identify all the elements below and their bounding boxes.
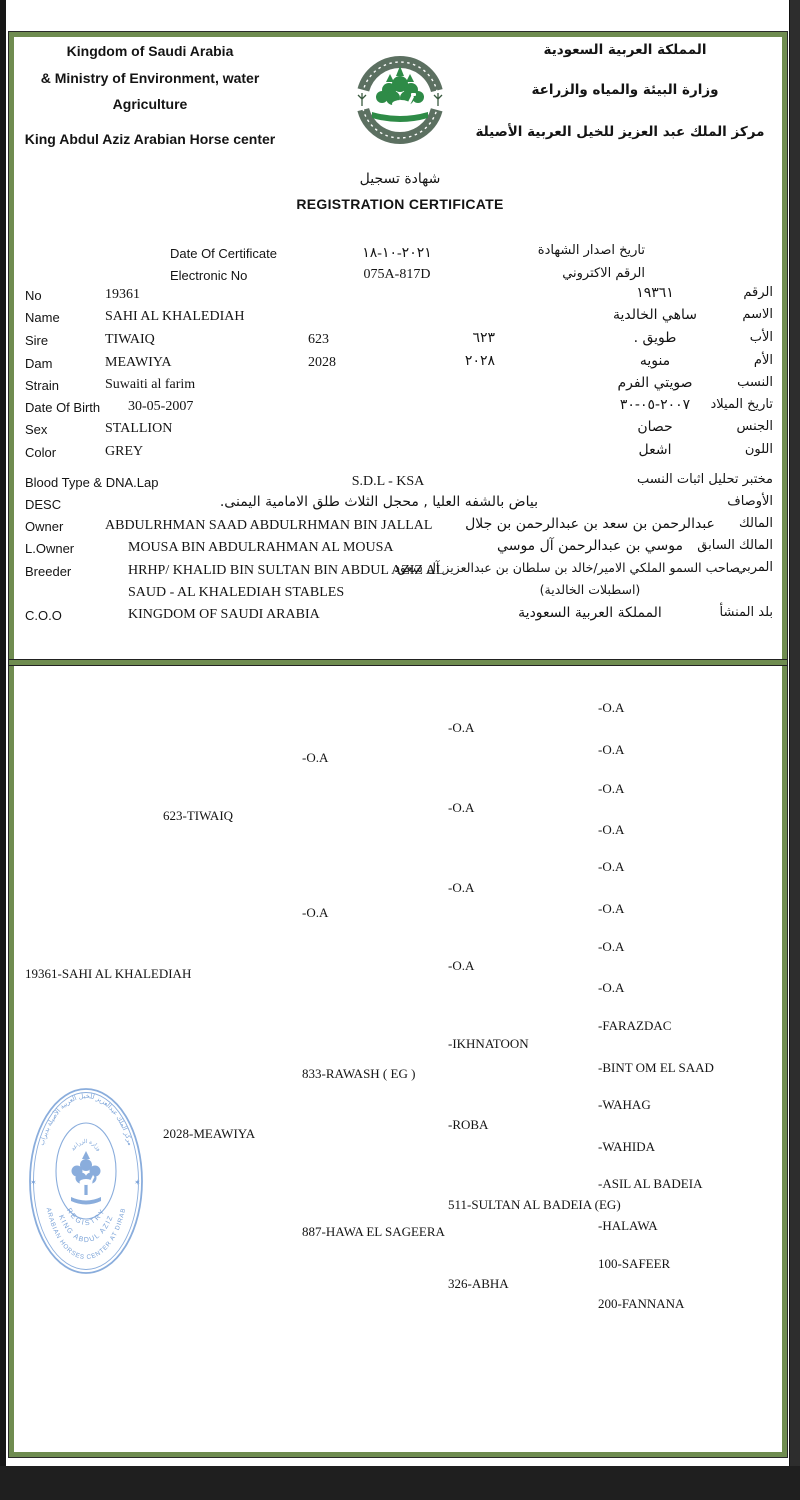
ministry-name-ar-line1: المملكة العربية السعودية — [543, 42, 707, 58]
pedigree-gen4-0: -O.A — [448, 720, 475, 735]
dob-value: 30-05-2007 — [128, 399, 194, 414]
dam-label-ar: الأم — [753, 353, 773, 368]
pedigree-gen5-3: -O.A — [598, 822, 625, 837]
owner-value: ABDULRHMAN SAAD ABDULRHMAN BIN JALLAL — [105, 518, 433, 533]
sex-label: Sex — [25, 422, 48, 437]
desc-label: DESC — [25, 497, 62, 512]
breeder-label-ar: المربي — [736, 560, 773, 575]
pedigree-gen4-5: -ROBA — [448, 1117, 489, 1132]
palm-emblem-right — [434, 93, 442, 106]
ministry-name-ar-line2: وزارة البيئة والمياه والزراعة — [531, 82, 719, 98]
lowner-value: MOUSA BIN ABDULRAHMAN AL MOUSA — [128, 540, 394, 555]
breeder-value-ar-line2: (اسطبلات الخالدية) — [539, 582, 641, 597]
ministry-name-en-line3: Agriculture — [112, 96, 188, 112]
no-value-ar: ١٩٣٦١ — [636, 285, 674, 301]
section-separator — [9, 659, 787, 666]
sire-number-ar: ٦٢٣ — [472, 330, 495, 346]
pedigree-gen5-4: -O.A — [598, 859, 625, 874]
pedigree-subject: 19361-SAHI AL KHALEDIAH — [25, 966, 192, 981]
pedigree-gen4-7: 326-ABHA — [448, 1276, 509, 1291]
color-value: GREY — [105, 444, 144, 459]
pedigree-gen4-1: -O.A — [448, 800, 475, 815]
pedigree-gen3-1: -O.A — [302, 905, 329, 920]
dam-number: 2028 — [308, 355, 336, 370]
color-label-ar: اللون — [744, 442, 773, 457]
dob-label-ar: تاريخ الميلاد — [710, 397, 773, 412]
date-of-certificate-value: ٢٠٢١-١٠-١٨ — [362, 246, 432, 261]
blood-type-label: Blood Type & DNA.Lap — [25, 475, 159, 490]
pedigree-gen5-5: -O.A — [598, 901, 625, 916]
electronic-no-label: Electronic No — [170, 268, 248, 283]
stamp-star-left: ✶ — [30, 1178, 37, 1187]
pedigree-gen5-13: -HALAWA — [598, 1218, 658, 1233]
stamp-ministry-arabic-text: وزارة الزراعة — [70, 1138, 102, 1153]
pedigree-gen4-6: 511-SULTAN AL BADEIA (EG) — [448, 1197, 621, 1212]
blood-type-label-ar: مختبر تحليل اثبات النسب — [636, 472, 773, 487]
pedigree-gen5-12: -ASIL AL BADEIA — [598, 1176, 703, 1191]
strain-label-ar: النسب — [737, 375, 773, 390]
desc-label-ar: الأوصاف — [727, 494, 773, 509]
stamp-english-outer-text: ARABIAN HORSES CENTER AT DIRAB — [44, 1207, 128, 1262]
pedigree-gen5-8: -FARAZDAC — [598, 1018, 672, 1033]
pedigree-gen5-7: -O.A — [598, 980, 625, 995]
pedigree-gen5-10: -WAHAG — [598, 1097, 651, 1112]
name-value-ar: ساهي الخالدية — [613, 307, 697, 323]
no-value: 19361 — [105, 287, 140, 302]
stamp-registry-text: REGISTRY — [64, 1207, 108, 1228]
registry-stamp — [26, 1085, 146, 1277]
sex-value-ar: حصان — [637, 419, 673, 435]
blood-type-value: S.D.L - KSA — [351, 474, 425, 489]
pedigree-gen4-4: -IKHNATOON — [448, 1036, 529, 1051]
lowner-label-ar: المالك السابق — [697, 538, 773, 553]
sex-value: STALLION — [105, 421, 173, 436]
name-value: SAHI AL KHALEDIAH — [105, 309, 245, 324]
coo-value: KINGDOM OF SAUDI ARABIA — [128, 607, 320, 622]
scan-edge-bottom — [0, 1466, 800, 1500]
sire-label: Sire — [25, 333, 49, 348]
stamp-star-right: ✶ — [134, 1178, 141, 1187]
date-of-certificate-label: Date Of Certificate — [170, 246, 277, 261]
name-label-ar: الاسم — [742, 307, 773, 322]
strain-value-ar: صويتي الفرم — [617, 375, 693, 391]
pedigree-gen5-9: -BINT OM EL SAAD — [598, 1060, 714, 1075]
desc-value-ar: بياض بالشفه العليا , محجل الثلاث طلق الامامية اليمنى. — [219, 494, 538, 510]
dam-value-ar: منويه — [639, 353, 671, 369]
pedigree-gen5-14: 100-SAFEER — [598, 1256, 671, 1271]
sire-value: TIWAIQ — [105, 332, 155, 347]
owner-label-ar: المالك — [739, 516, 773, 531]
sex-label-ar: الجنس — [736, 419, 773, 434]
pedigree-gen5-1: -O.A — [598, 742, 625, 757]
color-label: Color — [25, 445, 57, 460]
breeder-value-line2: SAUD - AL KHALEDIAH STABLES — [128, 585, 345, 600]
name-label: Name — [25, 310, 60, 325]
electronic-no-value: 075A-817D — [363, 267, 431, 282]
pedigree-gen3-0: -O.A — [302, 750, 329, 765]
dob-value-ar: ٢٠٠٧-٠٥-٣٠ — [619, 397, 691, 413]
date-of-certificate-label-ar: تاريخ اصدار الشهادة — [537, 243, 645, 258]
scan-edge-right — [789, 0, 800, 1500]
color-value-ar: اشعل — [638, 442, 672, 458]
dam-label: Dam — [25, 356, 53, 371]
coo-label: C.O.O — [25, 608, 62, 623]
pedigree-sire: 623-TIWAIQ — [163, 808, 234, 823]
pedigree-gen5-15: 200-FANNANA — [598, 1296, 685, 1311]
lowner-value-ar: موسي بن عبدالرحمن آل موسي — [497, 538, 683, 554]
pedigree-gen3-2: 833-RAWASH ( EG ) — [302, 1066, 416, 1081]
pedigree-gen5-0: -O.A — [598, 700, 625, 715]
certificate-title-ar: شهادة تسجيل — [359, 171, 441, 187]
sire-value-ar: طويق . — [633, 330, 677, 346]
pedigree-gen4-3: -O.A — [448, 958, 475, 973]
pedigree-gen5-6: -O.A — [598, 939, 625, 954]
center-name-en: King Abdul Aziz Arabian Horse center — [24, 131, 276, 147]
stamp-tree-emblem — [71, 1151, 101, 1205]
sire-number: 623 — [308, 332, 329, 347]
sire-label-ar: الأب — [749, 330, 773, 345]
scan-edge-left — [0, 0, 6, 1500]
horse-center-logo — [352, 36, 448, 172]
ministry-name-en-line1: Kingdom of Saudi Arabia — [66, 43, 234, 59]
stamp-king-abdul-aziz-text: KING ABDUL AZIZ — [57, 1214, 115, 1245]
certificate-title-en: REGISTRATION CERTIFICATE — [296, 196, 504, 212]
electronic-no-label-ar: الرقم الاكتروني — [562, 266, 645, 281]
dob-label: Date Of Birth — [25, 400, 101, 415]
dam-value: MEAWIYA — [105, 355, 172, 370]
pedigree-gen4-2: -O.A — [448, 880, 475, 895]
stamp-arabic-outer-text: مركز الملك عبدالعزيز للخيل العربية الأصيلة بديراب — [37, 1091, 135, 1147]
no-label: No — [25, 288, 42, 303]
lowner-label: L.Owner — [25, 541, 75, 556]
pedigree-gen5-11: -WAHIDA — [598, 1139, 656, 1154]
palm-emblem-left — [358, 93, 366, 106]
owner-value-ar: عبدالرحمن بن سعد بن عبدالرحمن بن جلال — [465, 516, 715, 532]
pedigree-gen3-3: 887-HAWA EL SAGEERA — [302, 1224, 445, 1239]
coo-label-ar: بلد المنشأ — [719, 605, 773, 620]
center-name-ar: مركز الملك عبد العزيز للخيل العربية الأصيلة — [475, 124, 765, 140]
dam-number-ar: ٢٠٢٨ — [464, 353, 495, 369]
owner-label: Owner — [25, 519, 64, 534]
breeder-value-ar-line1: صاحب السمو الملكي الامير/خالد بن سلطان بن عبدالعزيز آل سعود — [394, 560, 740, 575]
breeder-value-line1: HRHP/ KHALID BIN SULTAN BIN ABDUL AZIZ AL — [128, 563, 445, 578]
pedigree-gen5-2: -O.A — [598, 781, 625, 796]
ministry-name-en-line2: & Ministry of Environment, water — [40, 70, 260, 86]
coo-value-ar: المملكة العربية السعودية — [518, 605, 662, 621]
pedigree-dam: 2028-MEAWIYA — [163, 1126, 256, 1141]
breeder-label: Breeder — [25, 564, 72, 579]
strain-value: Suwaiti al farim — [105, 377, 196, 392]
no-label-ar: الرقم — [743, 285, 773, 300]
strain-label: Strain — [25, 378, 59, 393]
